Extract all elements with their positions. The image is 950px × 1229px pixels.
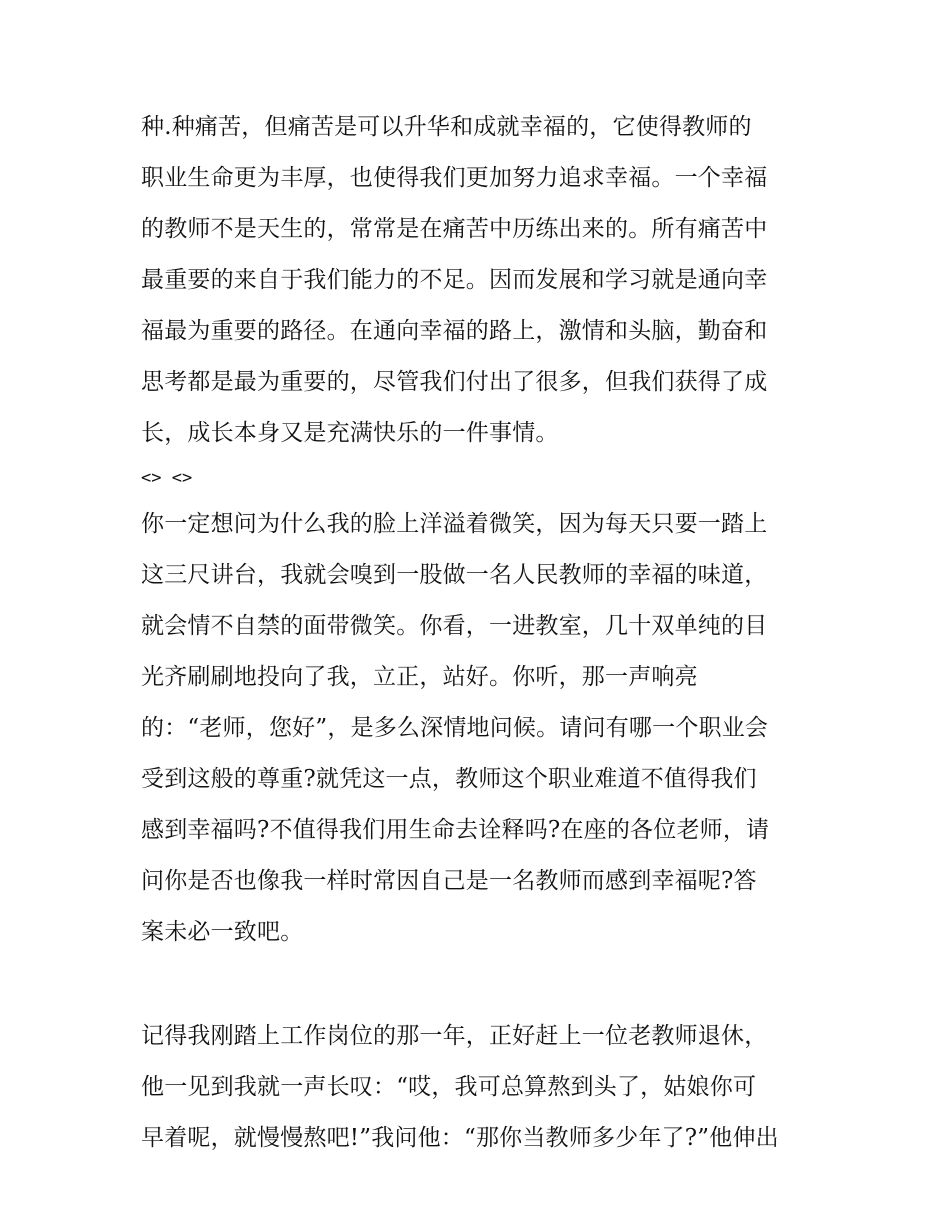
text-line: 你一定想问为什么我的脸上洋溢着微笑，因为每天只要一踏上 xyxy=(141,511,768,537)
text-line: 问你是否也像我一样时常因自己是一名教师而感到幸福呢?答 xyxy=(141,868,757,894)
text-line: 记得我刚踏上工作岗位的那一年，正好赶上一位老教师退休， xyxy=(141,1023,768,1049)
text-line: 最重要的来自于我们能力的不足。因而发展和学习就是通向幸 xyxy=(141,267,768,293)
text-line: 这三尺讲台，我就会嗅到一股做一名人民教师的幸福的味道， xyxy=(141,562,768,588)
text-line: 长，成长本身又是充满快乐的一件事情。 xyxy=(141,420,559,446)
paragraph-teacher-growth xyxy=(141,102,821,459)
text-line: 他一见到我就一声长叹：“哎，我可总算熬到头了，姑娘你可 xyxy=(141,1074,757,1100)
text-line: 光齐刷刷地投向了我，立正，站好。你听，那一声响亮 xyxy=(141,664,698,690)
section-marker-text: <> <> xyxy=(141,468,193,488)
text-line: 感到幸福吗?不值得我们用生命去诠释吗?在座的各位老师，请 xyxy=(141,817,770,843)
text-line: 受到这般的尊重?就凭这一点，教师这个职业难道不值得我们 xyxy=(141,766,757,792)
text-line: 思考都是最为重要的，尽管我们付出了很多，但我们获得了成 xyxy=(141,369,768,395)
text-line: 职业生命更为丰厚，也使得我们更加努力追求幸福。一个幸福 xyxy=(141,165,768,191)
text-line: 早着呢，就慢慢熬吧!”我问他：“那你当教师多少年了?”他伸出 xyxy=(141,1125,779,1151)
section-marker xyxy=(141,463,821,493)
text-line: 的：“老师，您好”，是多么深情地问候。请问有哪一个职业会 xyxy=(141,715,769,741)
text-line: 种.种痛苦，但痛苦是可以升华和成就幸福的，它使得教师的 xyxy=(141,114,752,140)
paragraph-smile xyxy=(141,499,821,958)
text-line: 福最为重要的路径。在通向幸福的路上，激情和头脑，勤奋和 xyxy=(141,318,768,344)
text-line: 就会情不自禁的面带微笑。你看，一进教室，几十双单纯的目 xyxy=(141,613,768,639)
text-line: 的教师不是天生的，常常是在痛苦中历练出来的。所有痛苦中 xyxy=(141,216,768,242)
text-line: 案未必一致吧。 xyxy=(141,919,304,945)
paragraph-first-year xyxy=(141,1011,821,1164)
